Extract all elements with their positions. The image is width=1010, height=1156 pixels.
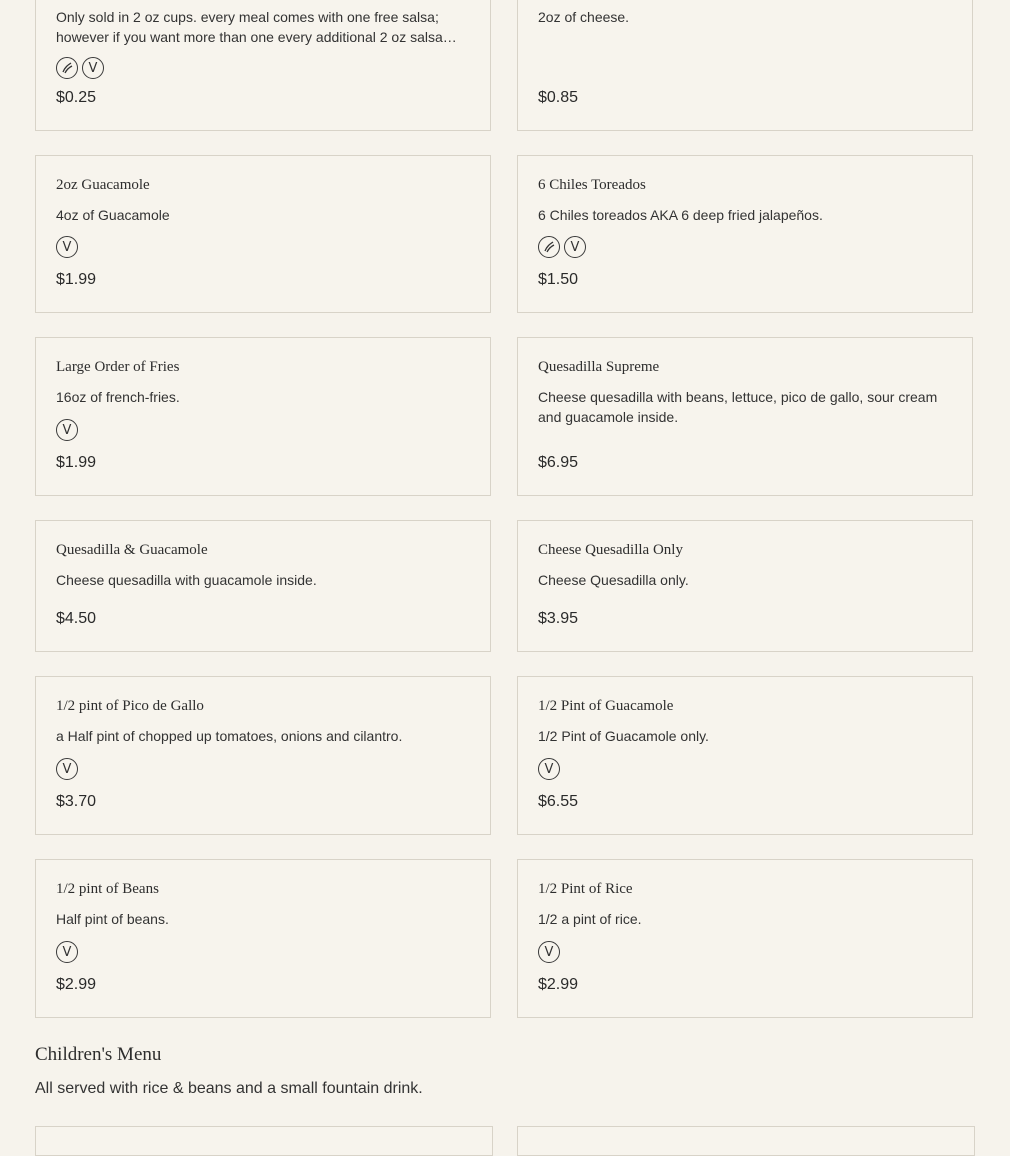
item-description: Cheese quesadilla with beans, lettuce, pico de gallo, sour cream and guacamole inside. <box>538 389 938 425</box>
section-subtitle: All served with rice & beans and a small fountain drink. <box>35 1080 423 1097</box>
item-description: 6 Chiles toreados AKA 6 deep fried jalapeños. <box>538 207 823 223</box>
menu-item-card[interactable] <box>35 676 491 835</box>
item-price: $3.95 <box>538 610 579 627</box>
item-title: Cheese Quesadilla Only <box>538 542 683 558</box>
menu-item-card[interactable] <box>517 0 973 131</box>
menu-item-card[interactable] <box>517 676 973 835</box>
item-description: Cheese quesadilla with guacamole inside. <box>56 572 317 588</box>
spicy-icon <box>538 236 560 258</box>
menu-item-card[interactable] <box>35 0 491 131</box>
vegetarian-icon: V <box>56 941 78 963</box>
menu-item-card[interactable] <box>35 155 491 313</box>
item-title: 2oz Guacamole <box>56 177 150 193</box>
spicy-icon <box>56 57 78 79</box>
vegetarian-icon: V <box>564 236 586 258</box>
vegetarian-icon: V <box>82 57 104 79</box>
item-title: Quesadilla & Guacamole <box>56 542 208 558</box>
menu-item-card[interactable] <box>517 1126 975 1156</box>
vegetarian-icon: V <box>538 758 560 780</box>
item-description: a Half pint of chopped up tomatoes, onions and cilantro. <box>56 728 403 744</box>
vegetarian-icon: V <box>56 758 78 780</box>
item-title: 1/2 pint of Beans <box>56 881 159 897</box>
item-title: Quesadilla Supreme <box>538 359 660 375</box>
item-price: $4.50 <box>56 610 97 627</box>
item-price: $0.25 <box>56 89 97 106</box>
item-title: Large Order of Fries <box>56 359 180 375</box>
menu-item-card[interactable] <box>35 520 491 652</box>
item-description: 4oz of Guacamole <box>56 207 170 223</box>
vegetarian-icon: V <box>56 236 78 258</box>
menu-item-card[interactable] <box>517 859 973 1018</box>
item-price: $0.85 <box>538 89 579 106</box>
vegetarian-icon: V <box>56 419 78 441</box>
item-title: 1/2 pint of Pico de Gallo <box>56 698 204 714</box>
vegetarian-icon: V <box>538 941 560 963</box>
menu-item-card[interactable] <box>517 337 973 496</box>
item-description: Half pint of beans. <box>56 911 169 927</box>
item-price: $1.50 <box>538 271 579 288</box>
item-description: 1/2 Pint of Guacamole only. <box>538 728 709 744</box>
menu-item-card[interactable] <box>35 337 491 496</box>
item-price: $1.99 <box>56 271 97 288</box>
item-price: $6.55 <box>538 793 579 810</box>
item-title: 1/2 Pint of Guacamole <box>538 698 674 714</box>
item-price: $1.99 <box>56 454 97 471</box>
menu-item-card[interactable] <box>35 859 491 1018</box>
item-price: $2.99 <box>538 976 579 993</box>
item-description: 1/2 a pint of rice. <box>538 911 642 927</box>
menu-item-card[interactable] <box>517 155 973 313</box>
item-description: Cheese Quesadilla only. <box>538 572 689 588</box>
item-description: 16oz of french-fries. <box>56 389 180 405</box>
item-price: $6.95 <box>538 454 579 471</box>
menu-item-card[interactable] <box>517 520 973 652</box>
section-title: Children's Menu <box>35 1044 162 1065</box>
menu-item-card[interactable] <box>35 1126 493 1156</box>
item-price: $2.99 <box>56 976 97 993</box>
item-price: $3.70 <box>56 793 97 810</box>
item-title: 1/2 Pint of Rice <box>538 881 633 897</box>
item-description: Only sold in 2 oz cups. every meal comes with one free salsa; however if you want more than one every additional 2 oz salsa… <box>56 9 457 45</box>
item-description: 2oz of cheese. <box>538 9 630 25</box>
item-title: 6 Chiles Toreados <box>538 177 646 193</box>
